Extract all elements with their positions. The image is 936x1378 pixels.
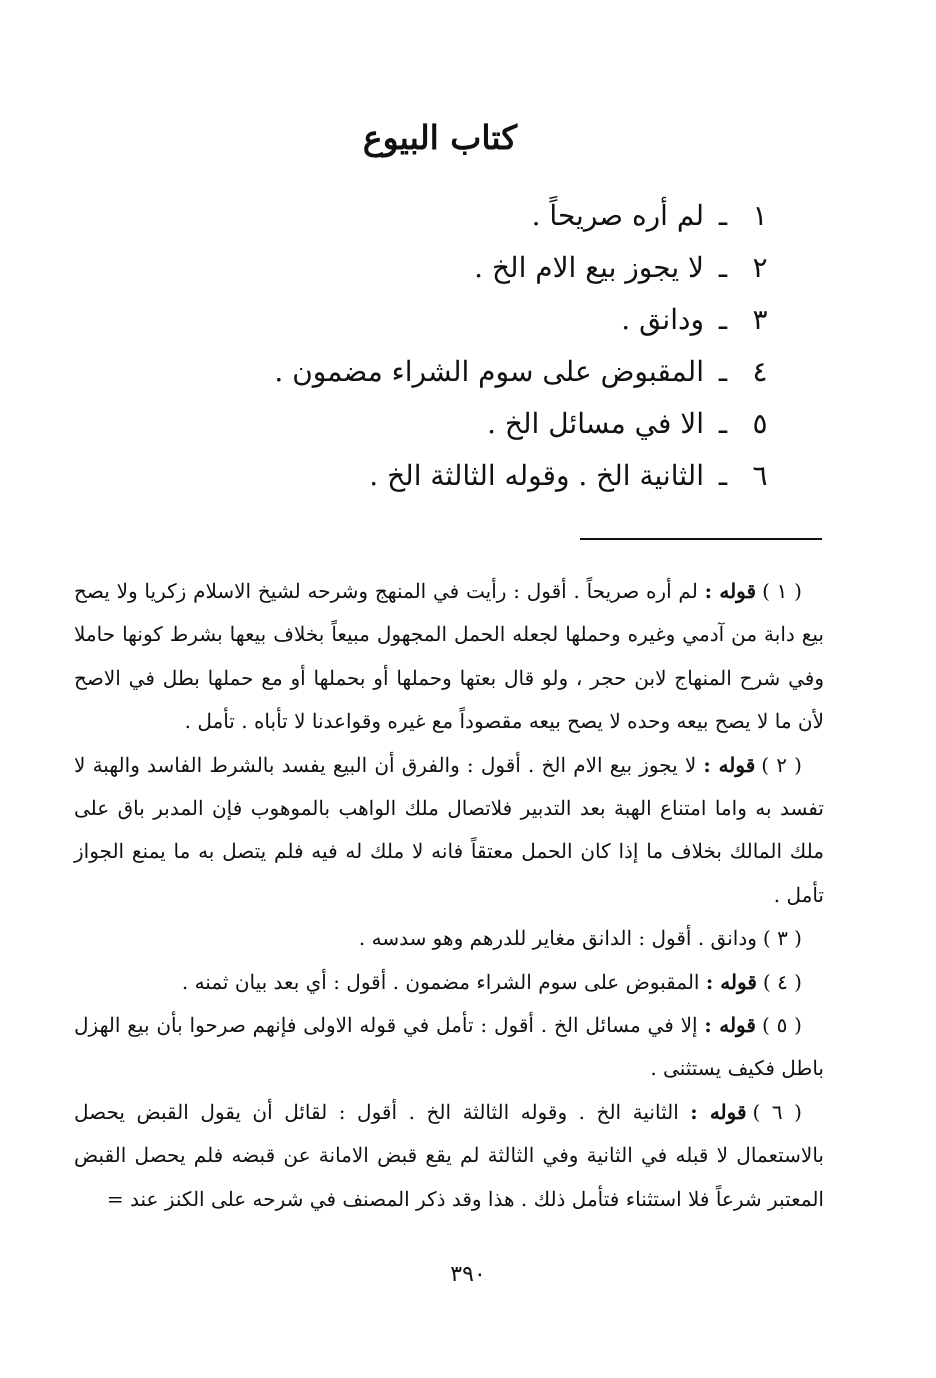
list-item <box>178 346 778 398</box>
item-text: لا يجوز بيع الام الخ . <box>474 251 704 284</box>
item-text: المقبوض على سوم الشراء مضمون . <box>274 355 704 388</box>
footnote-ref: ( ٢ ) <box>761 752 802 777</box>
footnote-text: ودانق . أقول : الدانق مغاير للدرهم وهو سدسه . <box>358 926 757 951</box>
footnote-ref: ( ٤ ) <box>762 969 802 994</box>
item-number: ٦ <box>752 459 768 492</box>
footnote <box>74 961 824 1004</box>
footnote-text: الثانية الخ . وقوله الثالثة الخ . أقول : لقائل أن يقول القبض يحصل بالاستعمال لا قبله في الثانية وفي الثالثة لم يقع قبض الامانة عن قبضه فلم يحصل القبض المعتبر شرعاً فلا استثناء فتأمل ذلك . هذا وقد ذكر المصنف في شرحه على الكنز عند = <box>74 1099 824 1211</box>
item-dash: ـ <box>718 303 728 336</box>
footnote-text: المقبوض على سوم الشراء مضمون . أقول : أي بعد بيان ثمنه . <box>181 969 706 994</box>
list-item <box>178 242 778 294</box>
footnote-keyword: قوله : <box>705 969 757 994</box>
item-number: ٢ <box>752 251 768 284</box>
footnote <box>74 917 824 960</box>
item-dash: ـ <box>718 251 728 284</box>
footnote-ref: ( ٦ ) <box>752 1099 802 1124</box>
item-text: الثانية الخ . وقوله الثالثة الخ . <box>369 459 704 492</box>
footnote-text: إلا في مسائل الخ . أقول : تأمل في قوله الاولى فإنهم صرحوا بأن بيع الهزل باطل فكيف يستثنى . <box>74 1013 824 1081</box>
page-title: كتاب البيوع <box>362 118 518 157</box>
item-dash: ـ <box>718 459 728 492</box>
footnote-text: لم أره صريحاً . أقول : رأيت في المنهج وشرحه لشيخ الاسلام زكريا ولا يصح بيع دابة من آدمي وغيره وحملها لجعله الحمل المجهول مبيعاً بخلاف بيعها بشرط كونها حاملا وفي شرح المنهاج لابن حجر ، ولو قال بعتها وحملها أو بحملها أو مع حملها بطل في الاصح لأن ما لا يصح بيعه وحده لا يصح بيعه مقصوداً مع غيره وقواعدنا لا تأباه . تأمل . <box>74 579 824 734</box>
footnote <box>74 570 824 744</box>
footnote-keyword: قوله : <box>690 1099 747 1124</box>
footnote <box>74 1091 824 1221</box>
list-item <box>178 294 778 346</box>
item-list <box>178 190 778 502</box>
item-text: لم أره صريحاً . <box>531 199 704 232</box>
list-item <box>178 450 778 502</box>
footnote-ref: ( ٥ ) <box>761 1013 802 1038</box>
item-number: ٥ <box>752 407 768 440</box>
footnotes <box>74 570 824 1221</box>
footnote-text: لا يجوز بيع الام الخ . أقول : والفرق أن البيع يفسد بالشرط الفاسد والهبة لا تفسد به واما امتناع الهبة بعد التدبير فلاتصال ملك الواهب بالموهوب فإن المدبر باق على ملك المالك بخلاف ما إذا كان الحمل معتقاً فانه لا ملك له فيه فلم يتصل به ما يمنع الجواز تأمل . <box>74 752 825 907</box>
item-number: ١ <box>752 199 768 232</box>
footnote-ref: ( ١ ) <box>762 579 802 603</box>
item-number: ٣ <box>752 303 768 336</box>
item-text: ودانق . <box>621 303 704 336</box>
item-dash: ـ <box>718 199 728 232</box>
footnote-separator <box>580 538 822 540</box>
list-item <box>178 398 778 450</box>
list-item <box>178 190 778 242</box>
footnote <box>74 744 824 918</box>
footnote-keyword: قوله : <box>704 1013 756 1038</box>
item-dash: ـ <box>718 355 728 388</box>
footnote-keyword: قوله : <box>703 752 756 777</box>
footnote-keyword: قوله : <box>704 579 757 603</box>
item-dash: ـ <box>718 407 728 440</box>
item-number: ٤ <box>752 355 768 388</box>
page-number: ٣٩٠ <box>450 1262 486 1287</box>
footnote-ref: ( ٣ ) <box>762 926 802 951</box>
item-text: الا في مسائل الخ . <box>487 407 704 440</box>
footnote <box>74 1004 824 1091</box>
